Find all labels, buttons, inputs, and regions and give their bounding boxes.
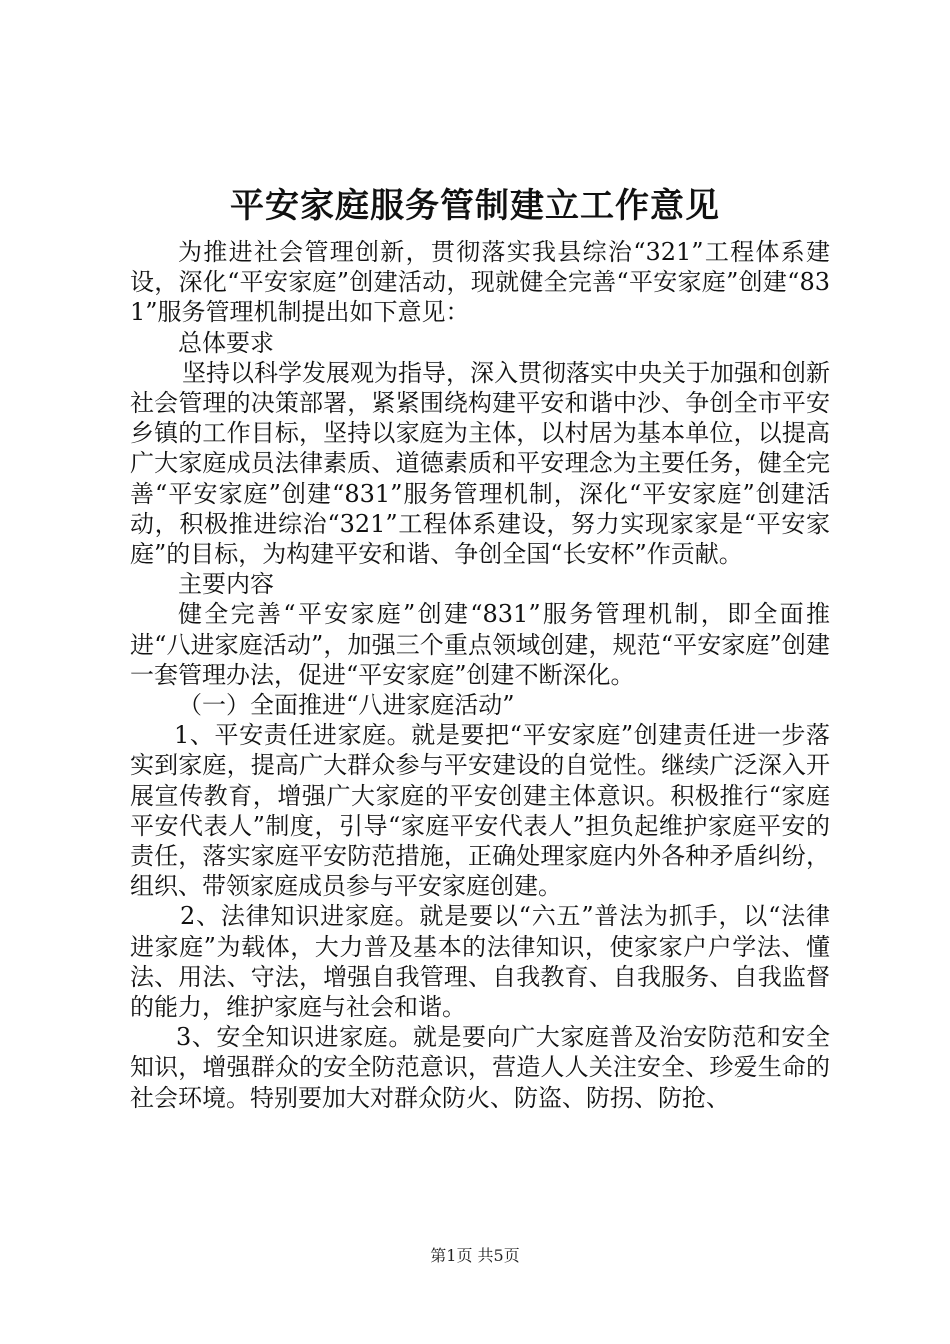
document-title: 平安家庭服务管制建立工作意见	[230, 186, 720, 226]
subsection-heading-one: （一）全面推进“八进家庭活动”	[178, 691, 515, 720]
item-2-paragraph: 2、法律知识进家庭。就是要以“六五”普法为抓手，以“法律进家庭”为载体，大力普及基本的法律知识，使家家户户学法、懂法、用法、守法，增强自我管理、自我教育、自我服务、自我监督的能力，维护家庭与社会和谐。	[130, 902, 830, 1022]
item-1-paragraph: 1、平安责任进家庭。就是要把“平安家庭”创建责任进一步落实到家庭，提高广大群众参与平安建设的自觉性。继续广泛深入开展宣传教育，增强广大家庭的平安创建主体意识。积极推行“家庭平安代表人”制度，引导“家庭平安代表人”担负起维护家庭平安的责任，落实家庭平安防范措施，正确处理家庭内外各种矛盾纠纷，组织、带领家庭成员参与平安家庭创建。	[130, 721, 830, 901]
item-3-paragraph: 3、安全知识进家庭。就是要向广大家庭普及治安防范和安全知识，增强群众的安全防范意识，营造人人关注安全、珍爱生命的社会环境。特别要加大对群众防火、防盗、防拐、防抢、	[130, 1023, 830, 1112]
intro-paragraph: 为推进社会管理创新，贯彻落实我县综治“321”工程体系建设，深化“平安家庭”创建活动，现就健全完善“平安家庭”创建“831”服务管理机制提出如下意见：	[130, 238, 830, 327]
general-requirements-paragraph: 坚持以科学发展观为指导，深入贯彻落实中央关于加强和创新社会管理的决策部署，紧紧围绕构建平安和谐中沙、争创全市平安乡镇的工作目标，坚持以家庭为主体，以村居为基本单位，以提高广大家庭成员法律素质、道德素质和平安理念为主要任务，健全完善“平安家庭”创建“831”服务管理机制，深化“平安家庭”创建活动，积极推进综治“321”工程体系建设，努力实现家家是“平安家庭”的目标，为构建平安和谐、争创全国“长安杯”作贡献。	[130, 358, 830, 569]
page-footer: 第1页 共5页	[430, 1246, 520, 1265]
section-heading-content: 主要内容	[178, 570, 274, 599]
document-body	[130, 237, 830, 1113]
section-heading-general: 总体要求	[178, 328, 274, 357]
main-content-paragraph: 健全完善“平安家庭”创建“831”服务管理机制，即全面推进“八进家庭活动”，加强三个重点领域创建，规范“平安家庭”创建一套管理办法，促进“平安家庭”创建不断深化。	[130, 600, 830, 689]
